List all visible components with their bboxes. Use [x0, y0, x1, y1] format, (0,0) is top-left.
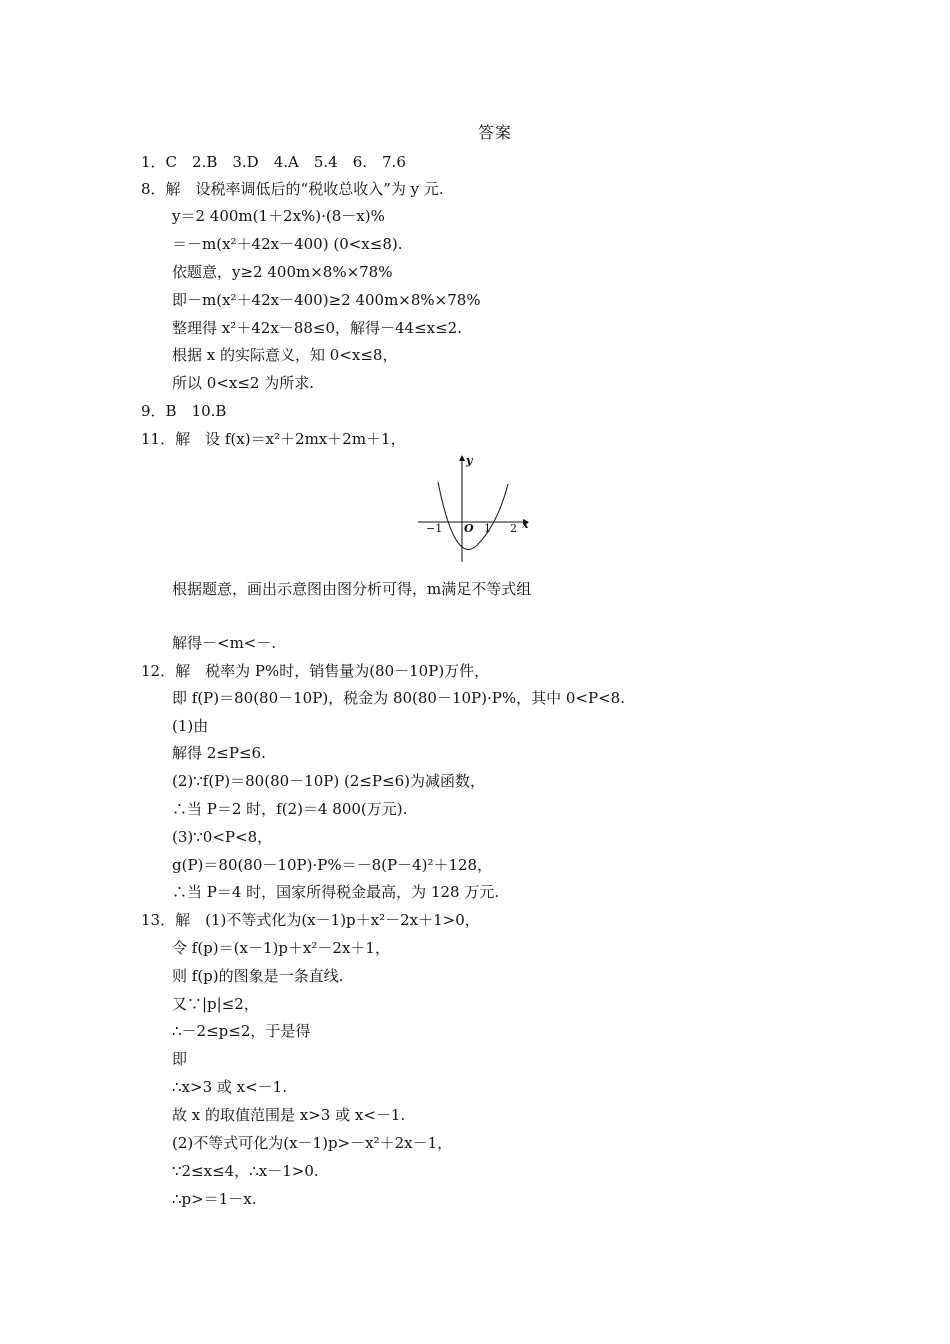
answer-line: ∴当 P＝2 时，f(2)＝4 800(万元). [172, 800, 408, 818]
answer-line: 12．解 税率为 P%时，销售量为(80－10P)万件， [141, 662, 490, 680]
answer-line: 解得－<m<－. [172, 634, 277, 652]
answer-line: g(P)＝80(80－10P)·P%＝－8(P－4)²＋128， [172, 856, 493, 874]
answer-line: 13．解 (1)不等式化为(x－1)p＋x²－2x＋1>0， [141, 911, 480, 929]
answer-line: 即 [172, 1050, 188, 1068]
answer-line: 即－m(x²＋42x－400)≥2 400m×8%×78% [172, 291, 481, 309]
answer-line: 依题意，y≥2 400m×8%×78% [172, 263, 393, 281]
answer-line: ∴x>3 或 x<－1. [172, 1078, 287, 1096]
tick-label-neg1: −1 [426, 522, 443, 535]
answer-line: 整理得 x²＋42x－88≤0，解得－44≤x≤2. [172, 319, 462, 337]
answer-line: 即 f(P)＝80(80－10P)，税金为 80(80－10P)·P%，其中 0<P<8. [172, 689, 625, 707]
answer-line: 则 f(p)的图象是一条直线. [172, 967, 344, 985]
answer-line: 所以 0<x≤2 为所求. [172, 374, 314, 392]
tick-label-1: 1 [484, 522, 491, 535]
parabola-curve [438, 482, 508, 550]
parabola-graph [410, 452, 540, 567]
answer-line: 令 f(p)＝(x－1)p＋x²－2x＋1， [172, 939, 390, 957]
answer-line: 又∵|p|≤2， [172, 995, 259, 1013]
x-axis-label: x [522, 518, 529, 531]
y-axis-label: y [466, 454, 473, 467]
answer-line: 故 x 的取值范围是 x>3 或 x<－1. [172, 1106, 406, 1124]
answer-line: ∴－2≤p≤2，于是得 [172, 1022, 311, 1040]
answer-line: 根据题意，画出示意图由图分析可得，m满足不等式组 [172, 580, 532, 598]
answer-line: (2)∵f(P)＝80(80－10P) (2≤P≤6)为减函数， [172, 772, 485, 790]
answer-line: 8．解 设税率调低后的“税收总收入”为 y 元. [141, 180, 444, 198]
answer-line: 根据 x 的实际意义，知 0<x≤8， [172, 346, 398, 364]
answer-line: y＝2 400m(1＋2x%)·(8－x)% [172, 207, 385, 225]
answer-line: (3)∵0<P<8， [172, 828, 273, 846]
answer-line: ∴p>＝1－x. [172, 1190, 257, 1208]
answer-line: (1)由 [172, 717, 209, 735]
answer-line: 9．B 10.B [141, 402, 227, 420]
answer-line: 11．解 设 f(x)＝x²＋2mx＋2m＋1， [141, 430, 406, 448]
answer-line: (2)不等式可化为(x－1)p>－x²＋2x－1， [172, 1134, 453, 1152]
answer-line: ＝－m(x²＋42x－400) (0<x≤8). [172, 235, 403, 253]
page-title: 答案 [477, 123, 512, 142]
answer-line: ∴当 P＝4 时，国家所得税金最高，为 128 万元. [172, 883, 500, 901]
origin-label: O [464, 522, 474, 535]
answer-line: 1．C 2.B 3.D 4.A 5.4 6. 7.6 [141, 153, 406, 171]
tick-label-2: 2 [510, 522, 517, 535]
answer-line: ∵2≤x≤4，∴x－1>0. [172, 1162, 319, 1180]
answer-line: 解得 2≤P≤6. [172, 744, 266, 762]
